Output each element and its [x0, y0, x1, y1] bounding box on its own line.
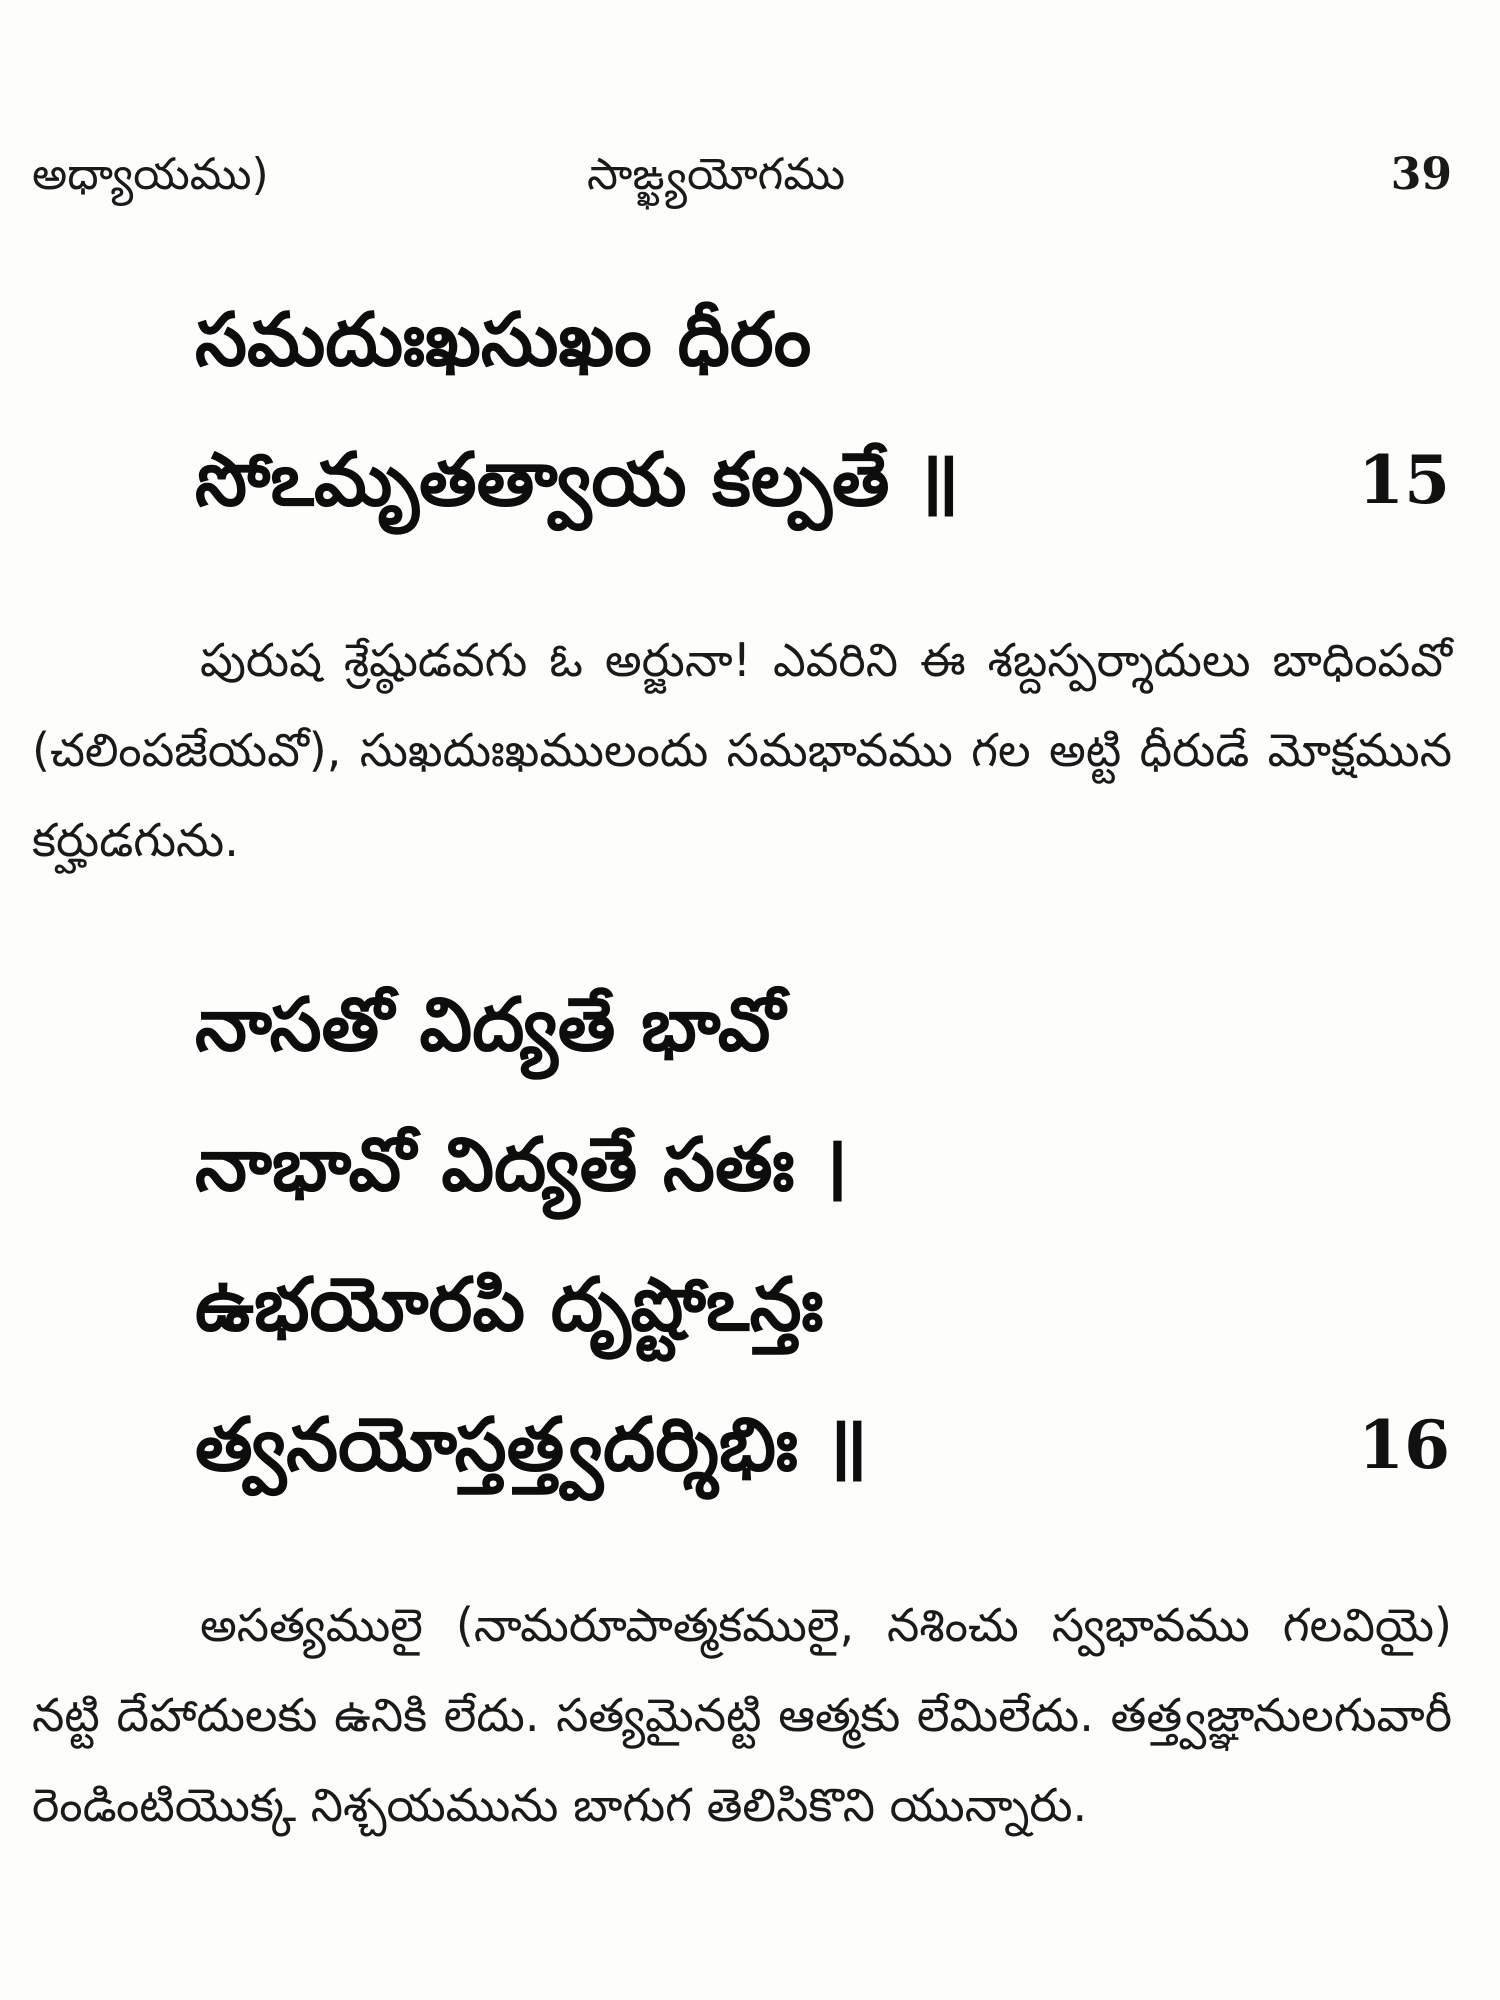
page-number: 39	[1390, 149, 1452, 200]
chapter-label: అధ్యాయము)	[32, 149, 269, 200]
commentary-verse-16: అసత్యములై (నామరూపాత్మకములై, నశించు స్వభావము గలవియై) నట్టి దేహాదులకు ఉనికి లేదు. సత్యమైనట్టి ఆత్మకు లేమిలేదు. తత్త్వజ్ఞానులగువారీ రెండింటియొక్క నిశ్చయమును బాగుగ తెలిసికొని యున్నారు.	[32, 1598, 1452, 1832]
verse-16-line-2	[195, 1115, 1450, 1215]
verse-15-line-1	[195, 290, 1450, 390]
verse-text: త్వనయోస్తత్త్వదర్శిభిః ॥	[195, 1402, 868, 1488]
verse-number-16: 16	[1358, 1406, 1450, 1484]
verse-text: సోఽమృతత్వాయ కల్పతే ॥	[195, 437, 960, 523]
chapter-title: సాఙ్ఖ్యయోగము	[587, 149, 846, 200]
verse-text: సమదుఃఖసుఖం ధీరం	[195, 297, 812, 383]
verse-15-line-2	[195, 430, 1450, 530]
verse-16-line-4	[195, 1395, 1450, 1495]
running-header	[32, 140, 1452, 210]
verse-text: నాభావో విద్యతే సతః ।	[195, 1122, 849, 1208]
verse-16-line-1	[195, 975, 1450, 1075]
verse-number-15: 15	[1358, 441, 1450, 519]
commentary-verse-15: పురుష శ్రేష్ఠుడవగు ఓ అర్జునా! ఎవరిని ఈ శబ్దస్పర్శాదులు బాధింపవో (చలింపజేయవో), సుఖదుఃఖములందు సమభావము గల అట్టి ధీరుడే మోక్షమున కర్హుడగును.	[32, 633, 1452, 867]
verse-text: ఉభయోరపి దృష్టోఽన్తః	[195, 1262, 824, 1348]
verse-16-line-3	[195, 1255, 1450, 1355]
verse-text: నాసతో విద్యతే భావో	[195, 982, 785, 1068]
